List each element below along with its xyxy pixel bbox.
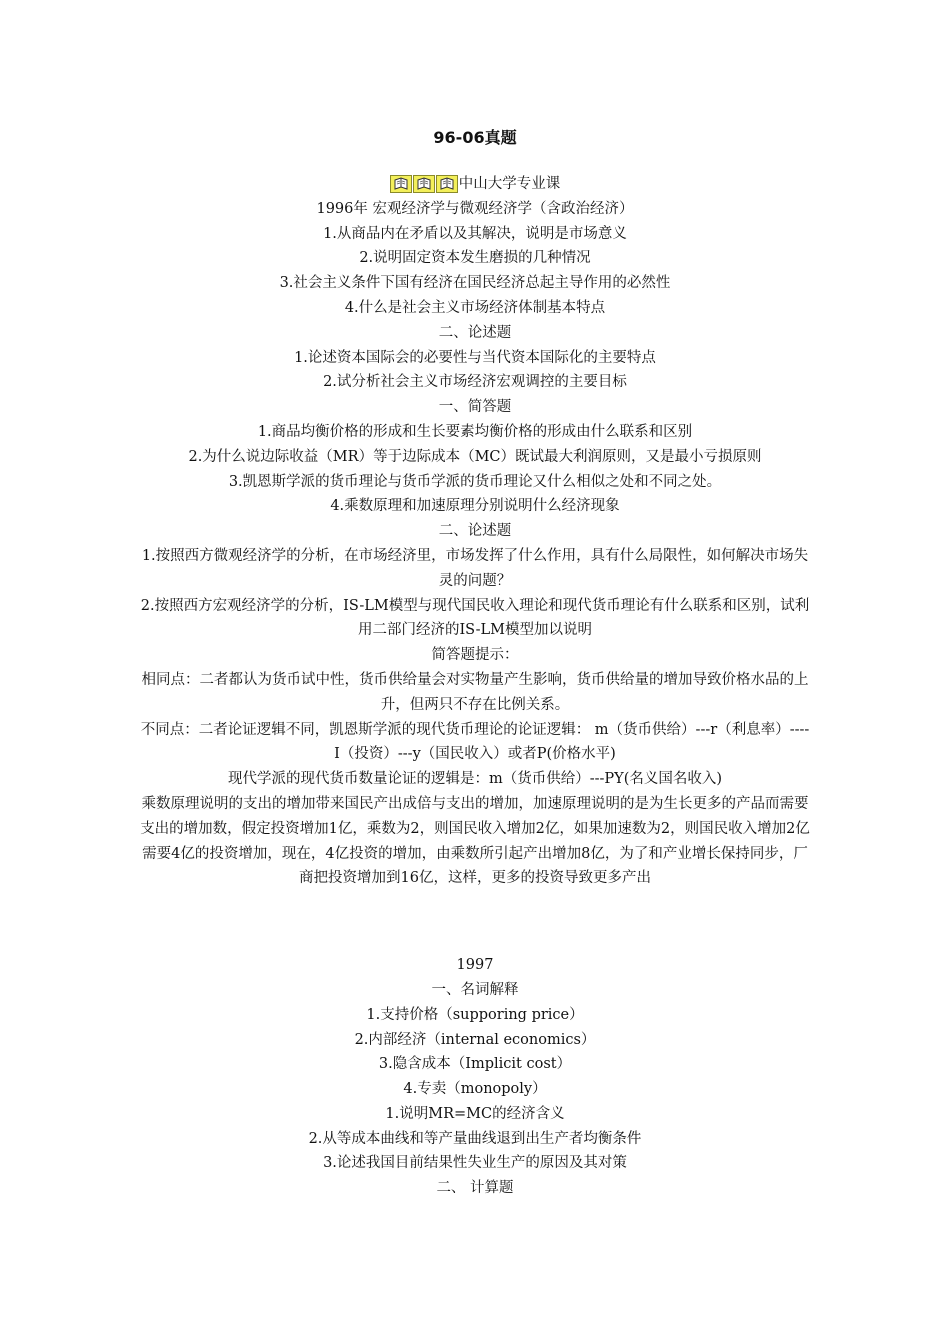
list-item: 3.隐含成本（Implicit cost）	[378, 1056, 572, 1073]
paragraph: 不同点：二者论证逻辑不同，凯恩斯学派的现代货币理论的论证逻辑： m（货币供给）---r（利息率）----I（投资）---y（国民收入）或者P(价格水平)	[140, 721, 810, 763]
section-heading: 一、名词解释	[431, 981, 519, 998]
book-icon	[390, 175, 412, 193]
paragraph: 相同点：二者都认为货币试中性，货币供给量会对实物量产生影响，货币供给量的增加导致价格水品的上升，但两只不存在比例关系。	[141, 671, 809, 713]
header-label: 中山大学专业课	[458, 176, 561, 192]
list-item: 1.按照西方微观经济学的分析，在市场经济里，市场发挥了什么作用，具有什么局限性，如何解决市场失灵的问题？	[141, 547, 809, 589]
book-icon	[413, 175, 435, 193]
list-item: 3.论述我国目前结果性失业生产的原因及其对策	[323, 1155, 627, 1172]
book-icon	[436, 175, 458, 193]
section-heading: 二、论述题	[438, 523, 512, 540]
list-item: 1.商品均衡价格的形成和生长要素均衡价格的形成由什么联系和区别	[257, 423, 693, 440]
list-item: 1.论述资本国际会的必要性与当代资本国际化的主要特点	[294, 349, 656, 366]
paragraph: 现代学派的现代货币数量论证的逻辑是：m（货币供给）---PY(名义国名收入)	[227, 771, 723, 788]
list-item: 4.专卖（monopoly）	[403, 1081, 547, 1098]
section-heading: 一、简答题	[438, 399, 512, 416]
list-item: 3.社会主义条件下国有经济在国民经济总起主导作用的必然性	[279, 275, 671, 292]
section-heading: 简答题提示：	[431, 647, 519, 664]
section-spacer	[140, 891, 810, 953]
section-heading: 二、 计算题	[436, 1180, 514, 1197]
list-item: 4.什么是社会主义市场经济体制基本特点	[344, 299, 606, 316]
list-item: 2.试分析社会主义市场经济宏观调控的主要目标	[323, 374, 627, 391]
section-heading: 二、论述题	[438, 324, 512, 341]
list-item: 4.乘数原理和加速原理分别说明什么经济现象	[330, 498, 620, 515]
list-item: 1.说明MR=MC的经济含义	[385, 1105, 565, 1122]
paragraph: 乘数原理说明的支出的增加带来国民产出成倍与支出的增加，加速原理说明的是为生长更多的产品而需要支出的增加数，假定投资增加1亿，乘数为2，则国民收入增加2亿，如果加速数为2，则国民收入增加2亿需要4亿的投资增加，现在，4亿投资的增加，由乘数所引起产出增加8亿，为了和产业增长保持同步，厂商把投资增加到16亿，这样，更多的投资导致更多产出	[140, 795, 810, 887]
list-item: 2.按照西方宏观经济学的分析，IS-LM模型与现代国民收入理论和现代货币理论有什么联系和区别，试利用二部门经济的IS-LM模型加以说明	[140, 597, 810, 639]
list-item: 3.凯恩斯学派的货币理论与货币学派的货币理论又什么相似之处和不同之处。	[228, 473, 722, 490]
page-title: 96-06真题	[433, 128, 517, 147]
list-item: 1.支持价格（supporing price）	[366, 1006, 584, 1023]
section-1996-heading: 1996年 宏观经济学与微观经济学（含政治经济）	[316, 200, 634, 217]
section-1997-year: 1997	[456, 957, 494, 974]
list-item: 2.为什么说边际收益（MR）等于边际成本（MC）既试最大利润原则，又是最小亏损原则	[188, 448, 762, 465]
list-item: 2.内部经济（internal economics）	[354, 1031, 596, 1048]
list-item: 2.从等成本曲线和等产量曲线退到出生产者均衡条件	[308, 1130, 642, 1147]
document-body	[140, 172, 810, 1201]
badge-group	[390, 175, 458, 193]
header-line	[140, 172, 810, 197]
list-item: 1.从商品内在矛盾以及其解决，说明是市场意义	[323, 225, 627, 242]
list-item: 2.说明固定资本发生磨损的几种情况	[359, 250, 591, 267]
